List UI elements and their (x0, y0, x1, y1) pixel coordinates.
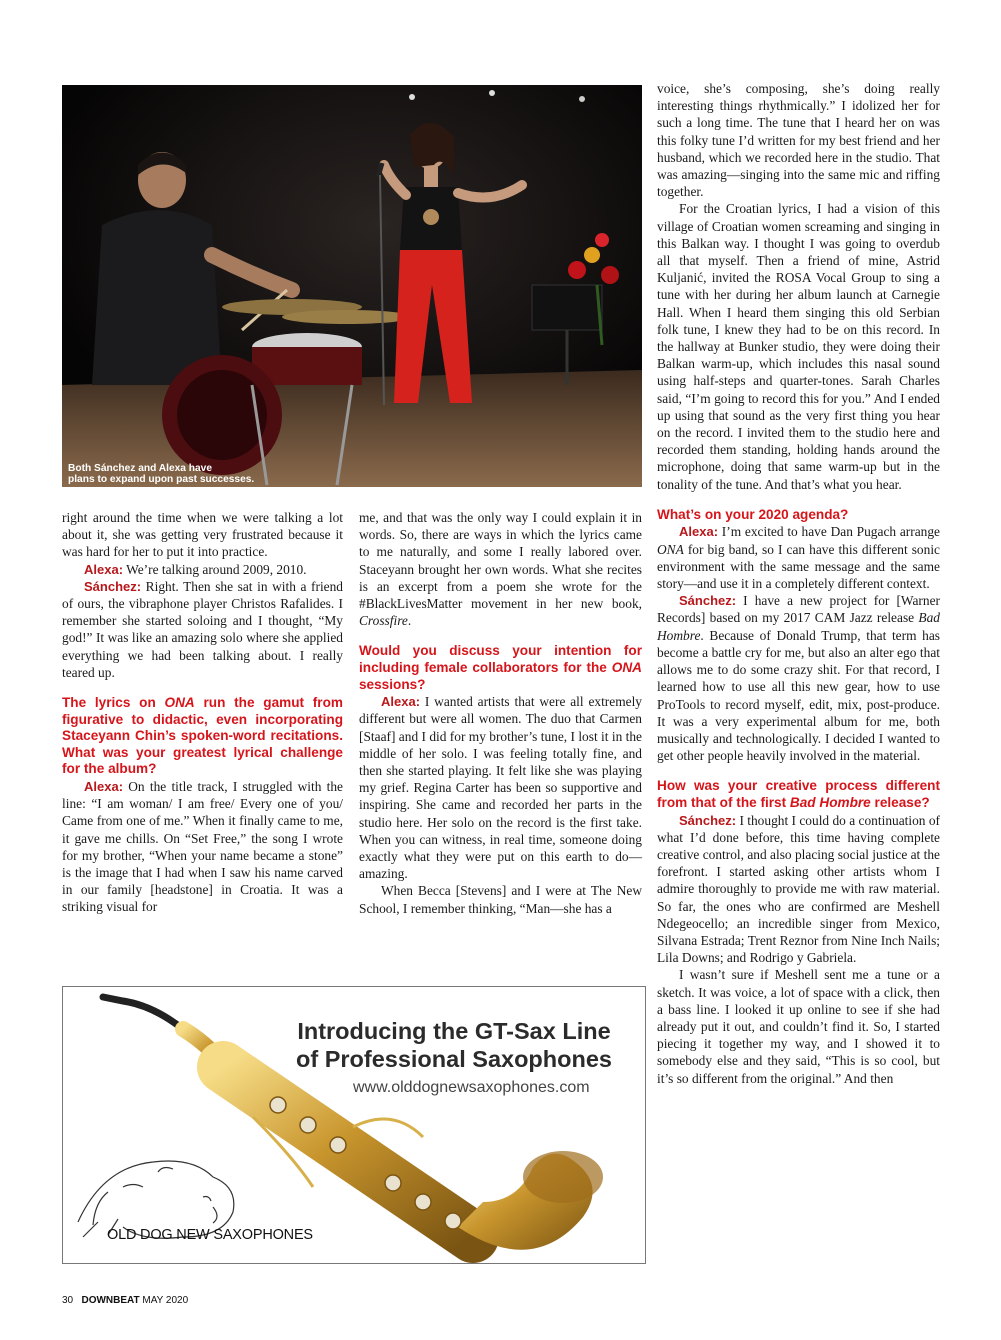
album-title: Bad Hombre (789, 794, 871, 810)
photo-caption (68, 463, 254, 485)
interview-question (359, 643, 642, 693)
magazine-name: DOWNBEAT (81, 1295, 140, 1306)
question-text: The lyrics on (62, 695, 165, 711)
album-title: ONA (611, 660, 642, 676)
paragraph: voice, she’s composing, she’s doing really interesting things rhythmically.” I idolized her for such a long time. The tune that I heard her on was this folky tune I’d written for my best friend and her husband, which we recorded here in the studio. That was amazing—singing into the same mic and riffing together. (657, 81, 940, 200)
speaker-label: Sánchez: (679, 593, 737, 609)
paragraph-text: I have a new project for [Warner Records] based on my 2017 CAM Jazz release (657, 593, 940, 626)
question-text: release? (870, 794, 930, 810)
interview-question: What’s on your 2020 agenda? (657, 506, 849, 522)
album-title: ONA (164, 695, 195, 711)
paragraph-text: I thought I could do a continuation of what I’d done before, this time having complete creative control, and also placing social justice at the forefront. I started asking other artists whom I admire thoroughly to provide me with raw material. So far, the ones who are confirmed are Meshell Ndegeocello; an incredible singer from Mexico, Silvana Estrada; Trent Reznor from Nine Inch Nails; Lila Downs; and Rodrigo y Gabriela. (657, 812, 940, 966)
paragraph-text: On the title track, I struggled with the line: “I am woman/ I am free/ Every one of you/ Came from one of me.” When it finally came to me, it gave me chills. On “Set Free,” the song I wrote for my brother, “When your name became a stone” is the image that I had when I saw his name carved in our family [headstone] in Croatia. It was a striking visual for (62, 779, 343, 915)
speaker-label: Sánchez: (679, 812, 737, 828)
article-column-1 (62, 509, 343, 916)
paragraph (359, 693, 642, 882)
paragraph (62, 561, 343, 578)
paragraph: For the Croatian lyrics, I had a vision of this village of Croatian women screaming and singing in this Balkan way. I thought I was going to overdub all that myself. Then a friend of mine, Astrid Kuljanić, invited the ROSA Vocal Group to sing a tune with her during her album launch at Carnegie Hall. When I heard them singing this old Serbian folk tune, I knew they had to be on this record. In the hallway at Bunker studio, they were doing their Balkan warm-up, which includes this nasal sound using half-steps and quarter-tones. Sarah Charles said, “I’m going to record this for you.” And I ended up using that sound as the very first thing you hear on the record. I invited them to the studio here and recorded them standing, holding hands around the microphone, doing that same warm-up but in the tonality of the tune. And that’s what you hear. (657, 201, 940, 492)
ad-website-link[interactable]: www.olddognewsaxophones.com (353, 1079, 590, 1096)
old-dog-logo (107, 1227, 313, 1243)
paragraph (657, 592, 940, 764)
speaker-label: Sánchez: (84, 578, 142, 594)
paragraph (62, 778, 343, 916)
paragraph-text: Right. Then she sat in with a friend of ours, the vibraphone player Christos Rafalides. I remember she started soloing and I thought, “My god!” It was like an amazing solo where she applied everything we had been talking about. I really teared up. (62, 578, 343, 680)
ad-headline (278, 1017, 630, 1073)
paragraph (62, 578, 343, 681)
paragraph-text: . (407, 613, 412, 629)
question-text: sessions? (359, 676, 426, 692)
caption-line-1: Both Sánchez and Alexa have (68, 463, 212, 474)
paragraph (657, 812, 940, 967)
interview-question (657, 778, 940, 811)
article-column-3 (657, 80, 940, 1087)
paragraph-text: I wanted artists that were all extremely different but were all women. The duo that Carmen [Staaf] and I did for my brother’s tune, I lost it in the middle of her solo. I was feeling totally fine, and then she started playing. It felt like she was playing my grief. Regina Carter has been so supportive and inspiring. She came and recorded her parts in the studio here. Her solo on the record is the first take. When you can witness, in real time, someone doing exactly what they were put on this earth to do—amazing. (359, 694, 642, 882)
ad-headline-line-1: Introducing the GT-Sax Line (297, 1018, 611, 1044)
paragraph (359, 509, 642, 629)
speaker-label: Alexa: (381, 694, 421, 710)
logo-text: OLD DOG NEW SAXOPHONES (107, 1227, 313, 1243)
speaker-label: Alexa: (679, 524, 719, 540)
speaker-label: Alexa: (84, 561, 124, 577)
article-photo (62, 85, 642, 487)
interview-question (62, 695, 343, 778)
album-title: Bad Hombre (657, 610, 940, 643)
album-title: ONA (657, 541, 684, 557)
paragraph-text: We’re talking around 2009, 2010. (123, 561, 307, 577)
question-text: Would you discuss your intention for including female collaborators for the (359, 643, 642, 676)
ad-headline-line-2: of Professional Saxophones (295, 1046, 612, 1072)
paragraph: I wasn’t sure if Meshell sent me a tune or a sketch. It was voice, a lot of space with a click, then a bass line. I looked it up online to see if she had already put it out, and couldn’t find it. So, I started piecing it together my way, and I showed it to somebody else and they said, “This is so cool, but it’s so different from the original.” And then (657, 967, 940, 1086)
paragraph-text: for big band, so I can have this different sonic environment with the same message and the same story—and use it in a completely different context. (657, 541, 940, 592)
paragraph-text: . Because of Donald Trump, that term has become a battle cry for me, but also an alter ego that allows me to do some crazy shit. For that record, I learned how to use all this new gear, how to use ProTools to record myself, edit, mix, post-produce. It was a very experimental album for me, both musically and technologically. I decided I wanted to get other people heavily involved in the material. (657, 627, 940, 764)
saxophone-advertisement[interactable] (62, 986, 646, 1264)
paragraph-text: I’m excited to have Dan Pugach arrange (718, 524, 940, 540)
page-number: 30 (62, 1295, 74, 1306)
book-title: Crossfire (359, 613, 408, 629)
paragraph-text: me, and that was the only way I could explain it in words. So, there are ways in which the lyrics came to me naturally, and some I really labored over. Staceyann brought her own words. What she recites is an excerpt from a poem she wrote for the #BlackLivesMatter movement in her new book, (359, 510, 642, 612)
caption-line-2: plans to expand upon past successes. (68, 474, 255, 485)
paragraph (657, 523, 940, 592)
paragraph: When Becca [Stevens] and I were at The New School, I remember thinking, “Man—she has a (359, 883, 642, 916)
paragraph: right around the time when we were talking a lot about it, she was getting very frustrated because it was hard for her to put it into practice. (62, 510, 343, 560)
question-text: run the gamut from figurative to didactic, even incorporating Staceyann Chin’s spoken-word recitations. What was your greatest lyrical challenge for the album? (62, 695, 343, 777)
page-footer (62, 1295, 188, 1306)
speaker-label: Alexa: (84, 779, 124, 794)
performance-photo-illustration (62, 85, 642, 487)
issue-date: MAY 2020 (142, 1295, 189, 1306)
question-text: How was your creative process different from that of the first (657, 778, 940, 810)
article-column-2 (359, 509, 642, 917)
